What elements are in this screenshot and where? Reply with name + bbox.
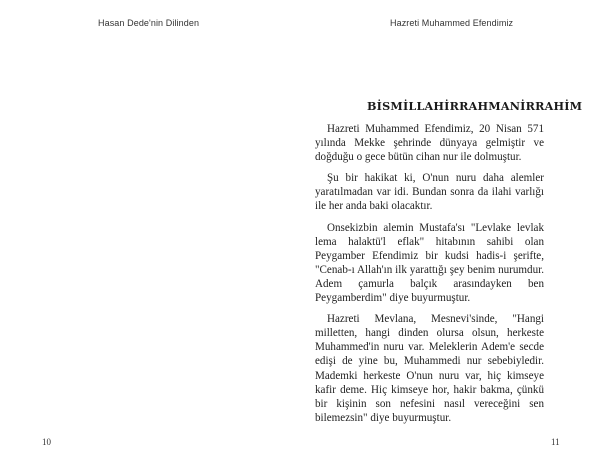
paragraph: Şu bir hakikat ki, O'nun nuru daha alemler yaratılmadan var idi. Bundan sonra da ilahi varlığı ile her anda baki olacaktır. [315,172,544,213]
chapter-title: BİSMİLLAHİRRAHMANİRRAHİM [367,99,583,113]
paragraph: Hazreti Muhammed Efendimiz, 20 Nisan 571 yılında Mekke şehrinde dünyaya gelmiştir ve doğduğu o gece bütün cihan nur ile dolmuştur. [315,123,544,164]
left-running-head: Hasan Dede'nin Dilinden [98,18,200,28]
right-running-head: Hazreti Muhammed Efendimiz [390,18,514,28]
right-page-number: 11 [551,437,560,447]
right-page [300,0,600,463]
left-page-number: 10 [42,437,51,447]
paragraph: Hazreti Mevlana, Mesnevi'sinde, "Hangi milletten, hangi dinden olursa olsun, herkeste Muhammed'in nuru var. Meleklerin Adem'e secde edişi de yine bu, Muhammedi nur sebebiyledir. Mademki herkeste O'nun nuru var, hiç kimseye kafir deme. Hiç kimseye hor, hakir bakma, çünkü bir kişinin son nefesini nasıl vereceğini sen bilemezsin" diye buyurmuştur. [315,313,544,424]
paragraph: Onsekizbin alemin Mustafa'sı "Levlake levlak lema halaktü'l eflak" hitabının sahibi olan Peygamber Efendimiz bir kudsi hadis-i şerifte, "Cenab-ı Allah'ın ilk yarattığı şey benim nurumdur. Adem çamurla balçık arasındayken ben Peygamberdim" diye buyurmuştur. [315,221,544,305]
body-text [315,122,544,432]
